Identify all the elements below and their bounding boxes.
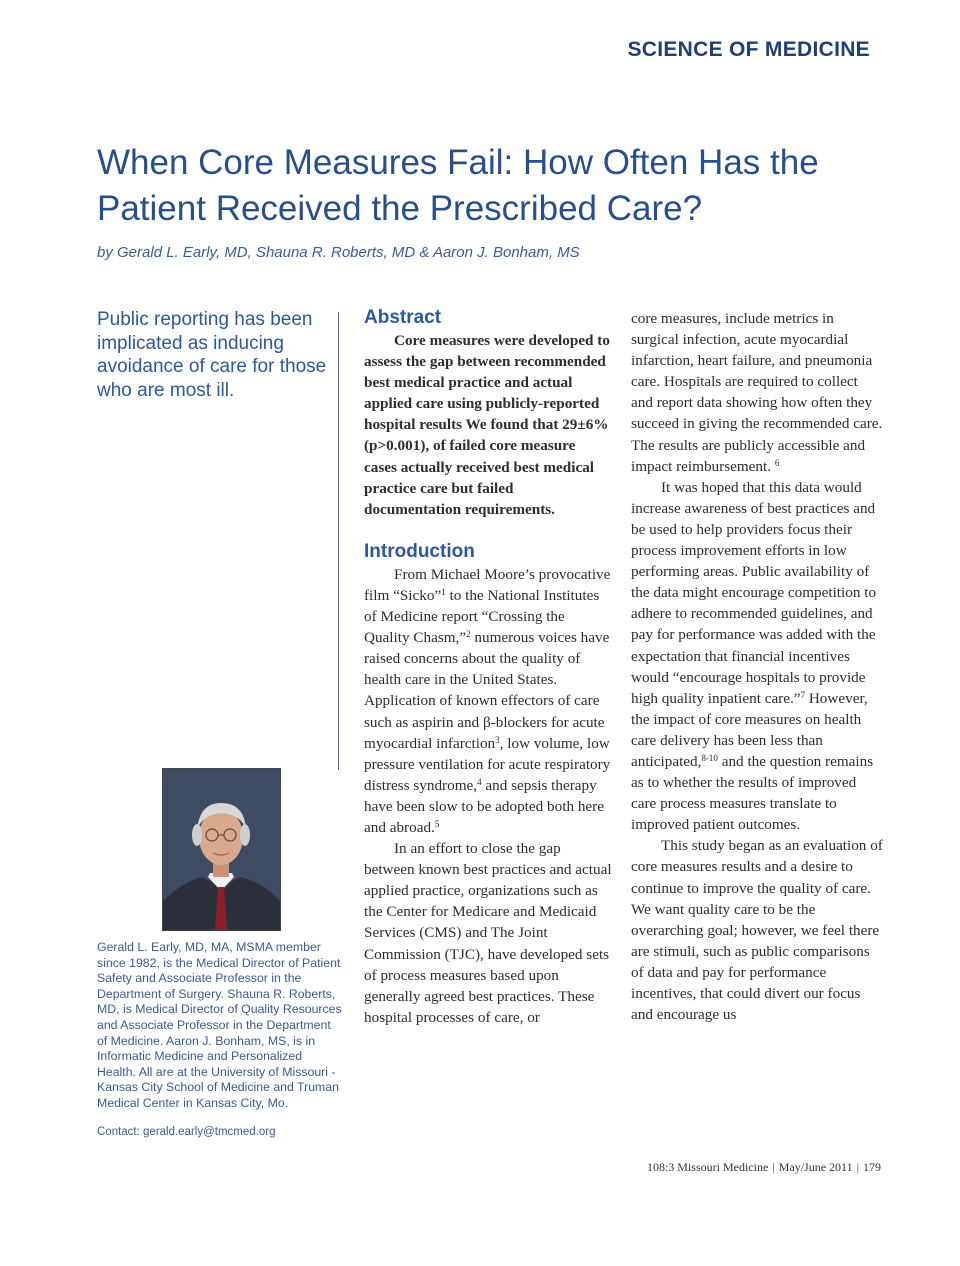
page-number: 179 xyxy=(863,1160,881,1174)
footer-separator: | xyxy=(856,1160,859,1174)
pull-quote: Public reporting has been implicated as inducing avoidance of care for those who are most ill. xyxy=(97,309,327,401)
footer-date: May/June 2011 xyxy=(778,1160,853,1174)
column-divider xyxy=(338,312,339,770)
article-title: When Core Measures Fail: How Often Has the Patient Received the Prescribed Care? xyxy=(97,143,819,228)
footer-separator: | xyxy=(772,1160,775,1174)
introduction-heading: Introduction xyxy=(364,540,475,562)
abstract-body: Core measures were developed to assess the gap between recommended best medical practice and actual applied care using publicly-reported hospital results We found that 29±6% (p>0.001), of failed core measure cases actually received best medical practice care but failed documentation requirements. xyxy=(364,332,610,518)
intro-paragraph-2: In an effort to close the gap between known best practices and actual applied practice, organizations such as the Center for Medicare and Medicaid Services (CMS) and The Joint Commission (TJC), have developed sets of process measures based upon generally agreed best practices. These hospital processes of care, or xyxy=(364,840,612,1026)
author-portrait-image xyxy=(163,769,280,930)
body-paragraph-continued: core measures, include metrics in surgical infection, acute myocardial infarction, heart failure, and pneumonia care. Hospitals are required to collect and report data showing how often they succeed in giving the recommended care. The results are publicly accessible and impact reimbursement. $^6$ xyxy=(631,310,883,475)
section-label: SCIENCE OF MEDICINE xyxy=(627,38,870,61)
page-footer xyxy=(647,1160,881,1175)
abstract-heading: Abstract xyxy=(364,307,442,328)
intro-paragraph-1: From Michael Moore’s provocative film “Sicko”$^1$ to the National Institutes of Medicine report “Crossing the Quality Chasm,”$^2$ numerous voices have raised concerns about the quality of health care in the United States. Application of known effectors of care such as aspirin and β-blockers for acute myocardial infarction$^3$, low volume, low pressure ventilation for acute respiratory distress syndrome,$^4$ and sepsis therapy have been slow to be adopted both here and abroad.$^5$ xyxy=(364,565,611,836)
byline: by Gerald L. Early, MD, Shauna R. Roberts, MD & Aaron J. Bonham, MS xyxy=(97,244,580,261)
column-right xyxy=(631,308,883,1025)
body-paragraph-2: It was hoped that this data would increase awareness of best practices and be used to help providers focus their process improvement efforts in low performing areas. Public availability of the data might encourage competition to adhere to recommended guidelines, and pay for performance was added with the expectation that financial incentives would “encourage hospitals to provide high quality inpatient care.”$^7$ However, the impact of core measures on health care delivery has been less than anticipated,$^{8-10}$ and the question remains as to whether the results of improved care process measures translate to improved patient outcomes. xyxy=(631,478,877,834)
author-photo xyxy=(162,768,281,931)
contact-email[interactable]: Contact: gerald.early@tmcmed.org xyxy=(97,1126,276,1138)
body-paragraph-3: This study began as an evaluation of core measures results and a desire to continue to improve the quality of care. We want quality care to be the overarching goal; however, we feel there are stimuli, such as public comparisons of data and pay for performance incentives, that could divert our focus and encourage us xyxy=(631,837,883,1024)
column-middle xyxy=(364,306,612,1028)
footer-issue: 108:3 Missouri Medicine xyxy=(646,1160,769,1174)
author-bio: Gerald L. Early, MD, MA, MSMA member since 1982, is the Medical Director of Patient Safety and Associate Professor in the Department of Surgery. Shauna R. Roberts, MD, is Medical Director of Quality Resources and Associate Professor in the Department of Medicine. Aaron J. Bonham, MS, is in Informatic Medicine and Personalized Health. All are at the University of Missouri - Kansas City School of Medicine and Truman Medical Center in Kansas City, Mo. xyxy=(97,940,342,1110)
